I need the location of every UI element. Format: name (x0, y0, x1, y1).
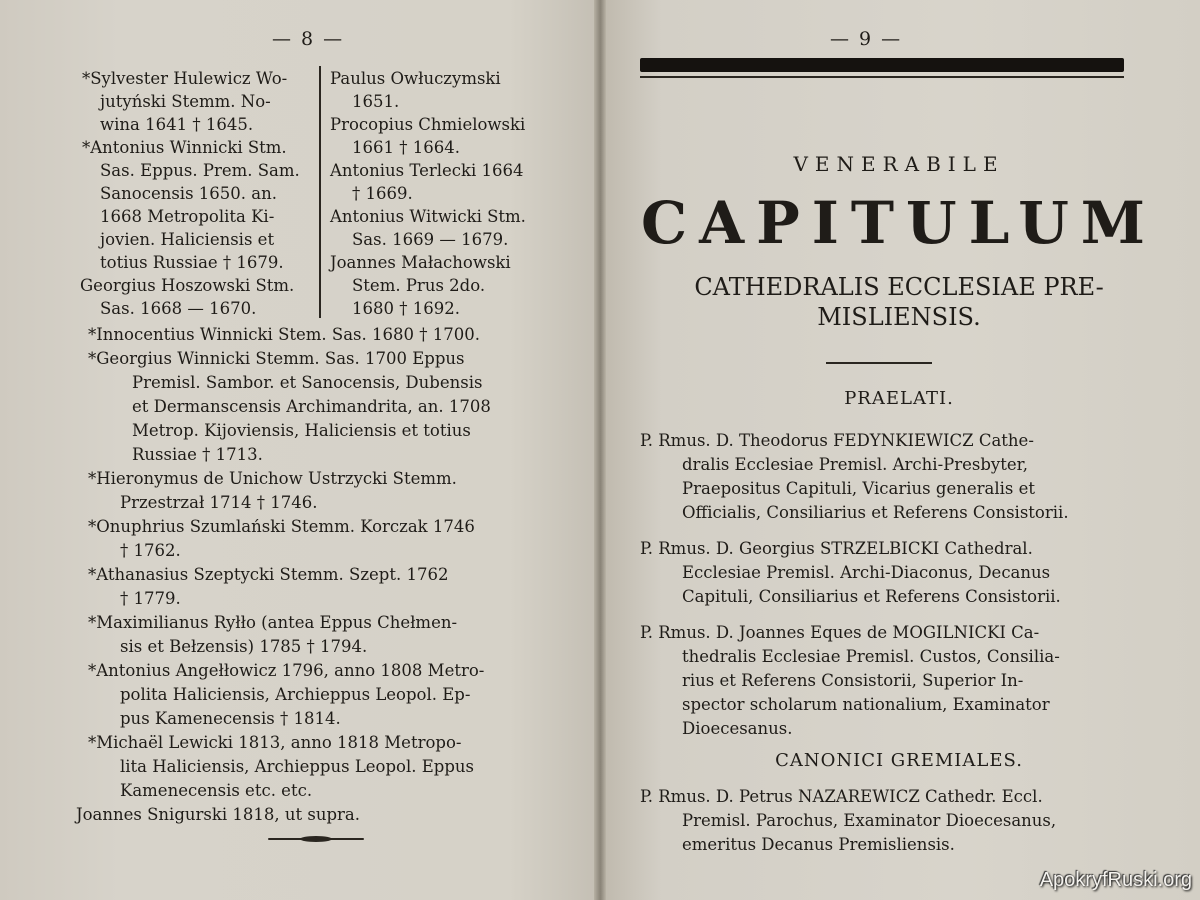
list-line: † 1779. (120, 589, 181, 608)
subtitle-line: CATHEDRALIS ECCLESIAE PRE- (694, 273, 1104, 301)
entry-line: dralis Ecclesiae Premisl. Archi-Presbyter, (682, 455, 1028, 474)
right-col-line: Joannes Małachowski (330, 253, 511, 272)
top-rule (640, 58, 1124, 72)
left-col-line: *Sylvester Hulewicz Wo- (82, 69, 288, 88)
entry-line: Officialis, Consiliarius et Referens Consistorii. (682, 503, 1069, 522)
section-rule (826, 362, 932, 364)
list-line: † 1762. (120, 541, 181, 560)
left-col-line: jovien. Haliciensis et (100, 230, 275, 249)
list-line: pus Kamenecensis † 1814. (120, 709, 341, 728)
heading-canonici: CANONICI GREMIALES. (775, 750, 1023, 771)
list-line: lita Haliciensis, Archieppus Leopol. Eppus (120, 757, 475, 776)
entry-line: Capituli, Consiliarius et Referens Consistorii. (682, 587, 1061, 606)
right-col-line: 1651. (352, 92, 400, 111)
column-divider (319, 66, 321, 318)
list-line: sis et Bełzensis) 1785 † 1794. (120, 637, 368, 656)
right-col-line: 1680 † 1692. (352, 299, 460, 318)
list-line: *Georgius Winnicki Stemm. Sas. 1700 Eppus (88, 349, 465, 368)
title-capitulum: CAPITULUM (640, 189, 1158, 257)
entry-line: Premisl. Parochus, Examinator Dioecesanus, (682, 811, 1057, 830)
list-line: Kamenecensis etc. etc. (120, 781, 313, 800)
heading-praelati: PRAELATI. (844, 388, 954, 409)
entry-line: thedralis Ecclesiae Premisl. Custos, Consilia- (682, 647, 1060, 666)
page-number-right: — 9 — (830, 28, 903, 50)
list-line: Joannes Snigurski 1818, ut supra. (76, 805, 360, 824)
entry-line: Ecclesiae Premisl. Archi-Diaconus, Decanus (682, 563, 1051, 582)
right-col-line: Stem. Prus 2do. (352, 276, 486, 295)
title-venerabile: VENERABILE (793, 152, 1005, 176)
list-line: *Hieronymus de Unichow Ustrzycki Stemm. (88, 469, 457, 488)
left-col-line: Sas. 1668 — 1670. (100, 299, 257, 318)
left-col-line: Sanocensis 1650. an. (100, 184, 277, 203)
list-line: *Antonius Angełłowicz 1796, anno 1808 Metro- (88, 661, 485, 680)
list-line: Przestrzał 1714 † 1746. (120, 493, 318, 512)
entry-line: emeritus Decanus Premisliensis. (682, 835, 955, 854)
right-col-line: † 1669. (352, 184, 413, 203)
list-line: Metrop. Kijoviensis, Haliciensis et totius (132, 421, 471, 440)
list-line: polita Haliciensis, Archieppus Leopol. Ep- (120, 685, 471, 704)
top-rule-thin (640, 76, 1124, 78)
list-line: et Dermanscensis Archimandrita, an. 1708 (132, 397, 491, 416)
left-col-line: jutyński Stemm. No- (100, 92, 271, 111)
entry-line: P. Rmus. D. Georgius STRZELBICKI Cathedral. (640, 539, 1033, 558)
list-line: *Michaël Lewicki 1813, anno 1818 Metropo- (88, 733, 462, 752)
entry-line: rius et Referens Consistorii, Superior In- (682, 671, 1024, 690)
list-line: Premisl. Sambor. et Sanocensis, Dubensis (132, 373, 483, 392)
watermark: ApokryfRuski.org (1039, 869, 1192, 891)
left-col-line: *Antonius Winnicki Stm. (82, 138, 287, 157)
subtitle-line: MISLIENSIS. (817, 303, 981, 331)
left-col-line: Georgius Hoszowski Stm. (80, 276, 295, 295)
entry-line: P. Rmus. D. Joannes Eques de MOGILNICKI Ca- (640, 623, 1040, 642)
entry-line: Praepositus Capituli, Vicarius generalis et (682, 479, 1035, 498)
list-line: *Athanasius Szeptycki Stemm. Szept. 1762 (88, 565, 449, 584)
end-ornament (268, 836, 364, 842)
right-col-line: Paulus Owłuczymski (330, 69, 501, 88)
list-line: Russiae † 1713. (132, 445, 263, 464)
right-col-line: Antonius Witwicki Stm. (330, 207, 526, 226)
right-col-line: 1661 † 1664. (352, 138, 460, 157)
entry-line: spector scholarum nationalium, Examinator (682, 695, 1050, 714)
subtitle-cathedralis (600, 272, 1198, 332)
list-line: *Innocentius Winnicki Stem. Sas. 1680 † 1700. (88, 325, 480, 344)
page-number-left: — 8 — (272, 28, 345, 50)
left-col-line: totius Russiae † 1679. (100, 253, 284, 272)
entry-line: P. Rmus. D. Theodorus FEDYNKIEWICZ Cathe- (640, 431, 1034, 450)
entry-line: Dioecesanus. (682, 719, 793, 738)
entry-line: P. Rmus. D. Petrus NAZAREWICZ Cathedr. Eccl. (640, 787, 1043, 806)
right-col-line: Sas. 1669 — 1679. (352, 230, 509, 249)
list-line: *Onuphrius Szumlański Stemm. Korczak 1746 (88, 517, 475, 536)
right-col-line: Antonius Terlecki 1664 (330, 161, 524, 180)
left-col-line: Sas. Eppus. Prem. Sam. (100, 161, 300, 180)
left-col-line: 1668 Metropolita Ki- (100, 207, 275, 226)
left-col-line: wina 1641 † 1645. (100, 115, 254, 134)
right-col-line: Procopius Chmielowski (330, 115, 526, 134)
list-line: *Maximilianus Ryłło (antea Eppus Chełmen- (88, 613, 458, 632)
